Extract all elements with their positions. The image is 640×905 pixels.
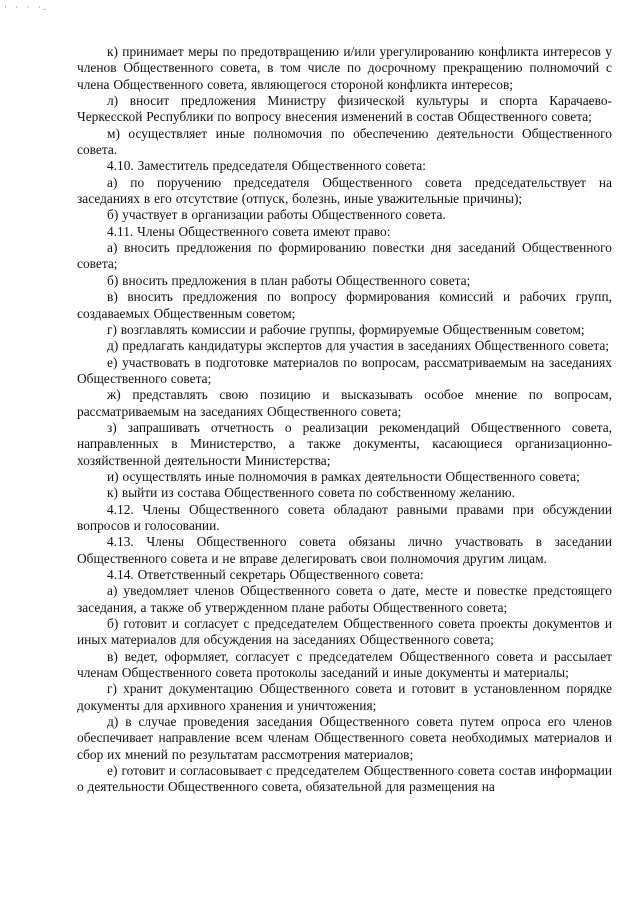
section-4-11-heading: 4.11. Члены Общественного совета имеют право:	[107, 223, 391, 239]
document-page	[77, 44, 612, 796]
clause-4-14-e: е) готовит и согласовывает с председателем Общественного совета состав информации о деятельности Общественного совета, обязательной для размещения на	[77, 763, 612, 795]
clause-4-10-b: б) участвует в организации работы Общественного совета.	[107, 207, 446, 223]
clause-m-other-powers: м) осуществляет иные полномочия по обеспечению деятельности Общественного совета.	[77, 125, 612, 158]
clause-4-11-d: д) предлагать кандидатуры экспертов для участия в заседаниях Общественного совета;	[107, 338, 610, 354]
clause-4-11-b: б) вносить предложения в план работы Общественного совета;	[107, 272, 471, 288]
section-4-12: 4.12. Члены Общественного совета обладают равными правами при обсуждении вопросов и голосовании.	[77, 501, 612, 533]
section-4-10-heading: 4.10. Заместитель председателя Общественного совета:	[107, 158, 426, 174]
clause-k-conflict: к) принимает меры по предотвращению и/или урегулированию конфликта интересов у членов Общественного совета, в том числе по досрочному прекращению полномочий с члена Общественного совета, являющегося стороной конфликта интересов;	[77, 44, 612, 92]
clause-4-14-v: в) ведет, оформляет, согласует с председателем Общественного совета и рассылает членам Общественного совета протоколы заседаний и иные документы и материалы;	[77, 648, 612, 681]
clause-l-proposals: л) вносит предложения Министру физической культуры и спорта Карачаево-Черкесской Республики по вопросу внесения изменений в состав Общественного совета;	[77, 93, 612, 125]
clause-4-14-g: г) хранит документацию Общественного совета и готовит в установленном порядке документы для архивного хранения и уничтожения;	[77, 681, 612, 713]
section-4-14-heading: 4.14. Ответственный секретарь Общественного совета:	[107, 567, 424, 582]
clause-4-11-z: з) запрашивать отчетность о реализации рекомендаций Общественного совета, направленных в Министерство, а также документы, касающиеся организационно-хозяйственной деятельности Министерства;	[77, 419, 612, 468]
clause-4-10-a: а) по поручению председателя Общественного совета председательствует на заседаниях в его отсутствие (отпуск, болезнь, иные уважительные причины);	[77, 174, 612, 207]
clause-4-11-k: к) выйти из состава Общественного совета по собственному желанию.	[107, 485, 515, 501]
clause-4-11-g: г) возглавлять комиссии и рабочие группы, формируемые Общественным советом;	[107, 321, 585, 337]
clause-4-14-d: д) в случае проведения заседания Общественного совета путем опроса его членов обеспечивает направление всем членам Общественного совета необходимых материалов и сбор их мнений по результатам рассмотрения материалов;	[77, 714, 612, 762]
clause-4-14-a: а) уведомляет членов Общественного совета о дате, месте и повестке предстоящего заседания, а также об утвержденном плане работы Общественного совета;	[77, 583, 612, 615]
clause-4-11-a: а) вносить предложения по формированию повестки дня заседаний Общественного совета;	[77, 240, 612, 272]
clause-4-11-zh: ж) представлять свою позицию и высказывать особое мнение по вопросам, рассматриваемым на заседаниях Общественного совета;	[77, 387, 612, 419]
scan-artifact: · · · ·.	[4, 2, 49, 12]
section-4-13: 4.13. Члены Общественного совета обязаны лично участвовать в заседании Общественного совета и не вправе делегировать свои полномочия другим лицам.	[77, 534, 612, 566]
clause-4-11-v: в) вносить предложения по вопросу формирования комиссий и рабочих групп, создаваемых Общественным советом;	[77, 289, 612, 321]
clause-4-11-i: и) осуществлять иные полномочия в рамках деятельности Общественного совета;	[107, 468, 580, 484]
clause-4-11-e: е) участвовать в подготовке материалов по вопросам, рассматриваемым на заседаниях Общественного совета;	[77, 354, 612, 386]
clause-4-14-b: б) готовит и согласует с председателем Общественного совета проекты документов и иных материалов для обсуждения на заседаниях Общественного совета;	[77, 616, 612, 648]
